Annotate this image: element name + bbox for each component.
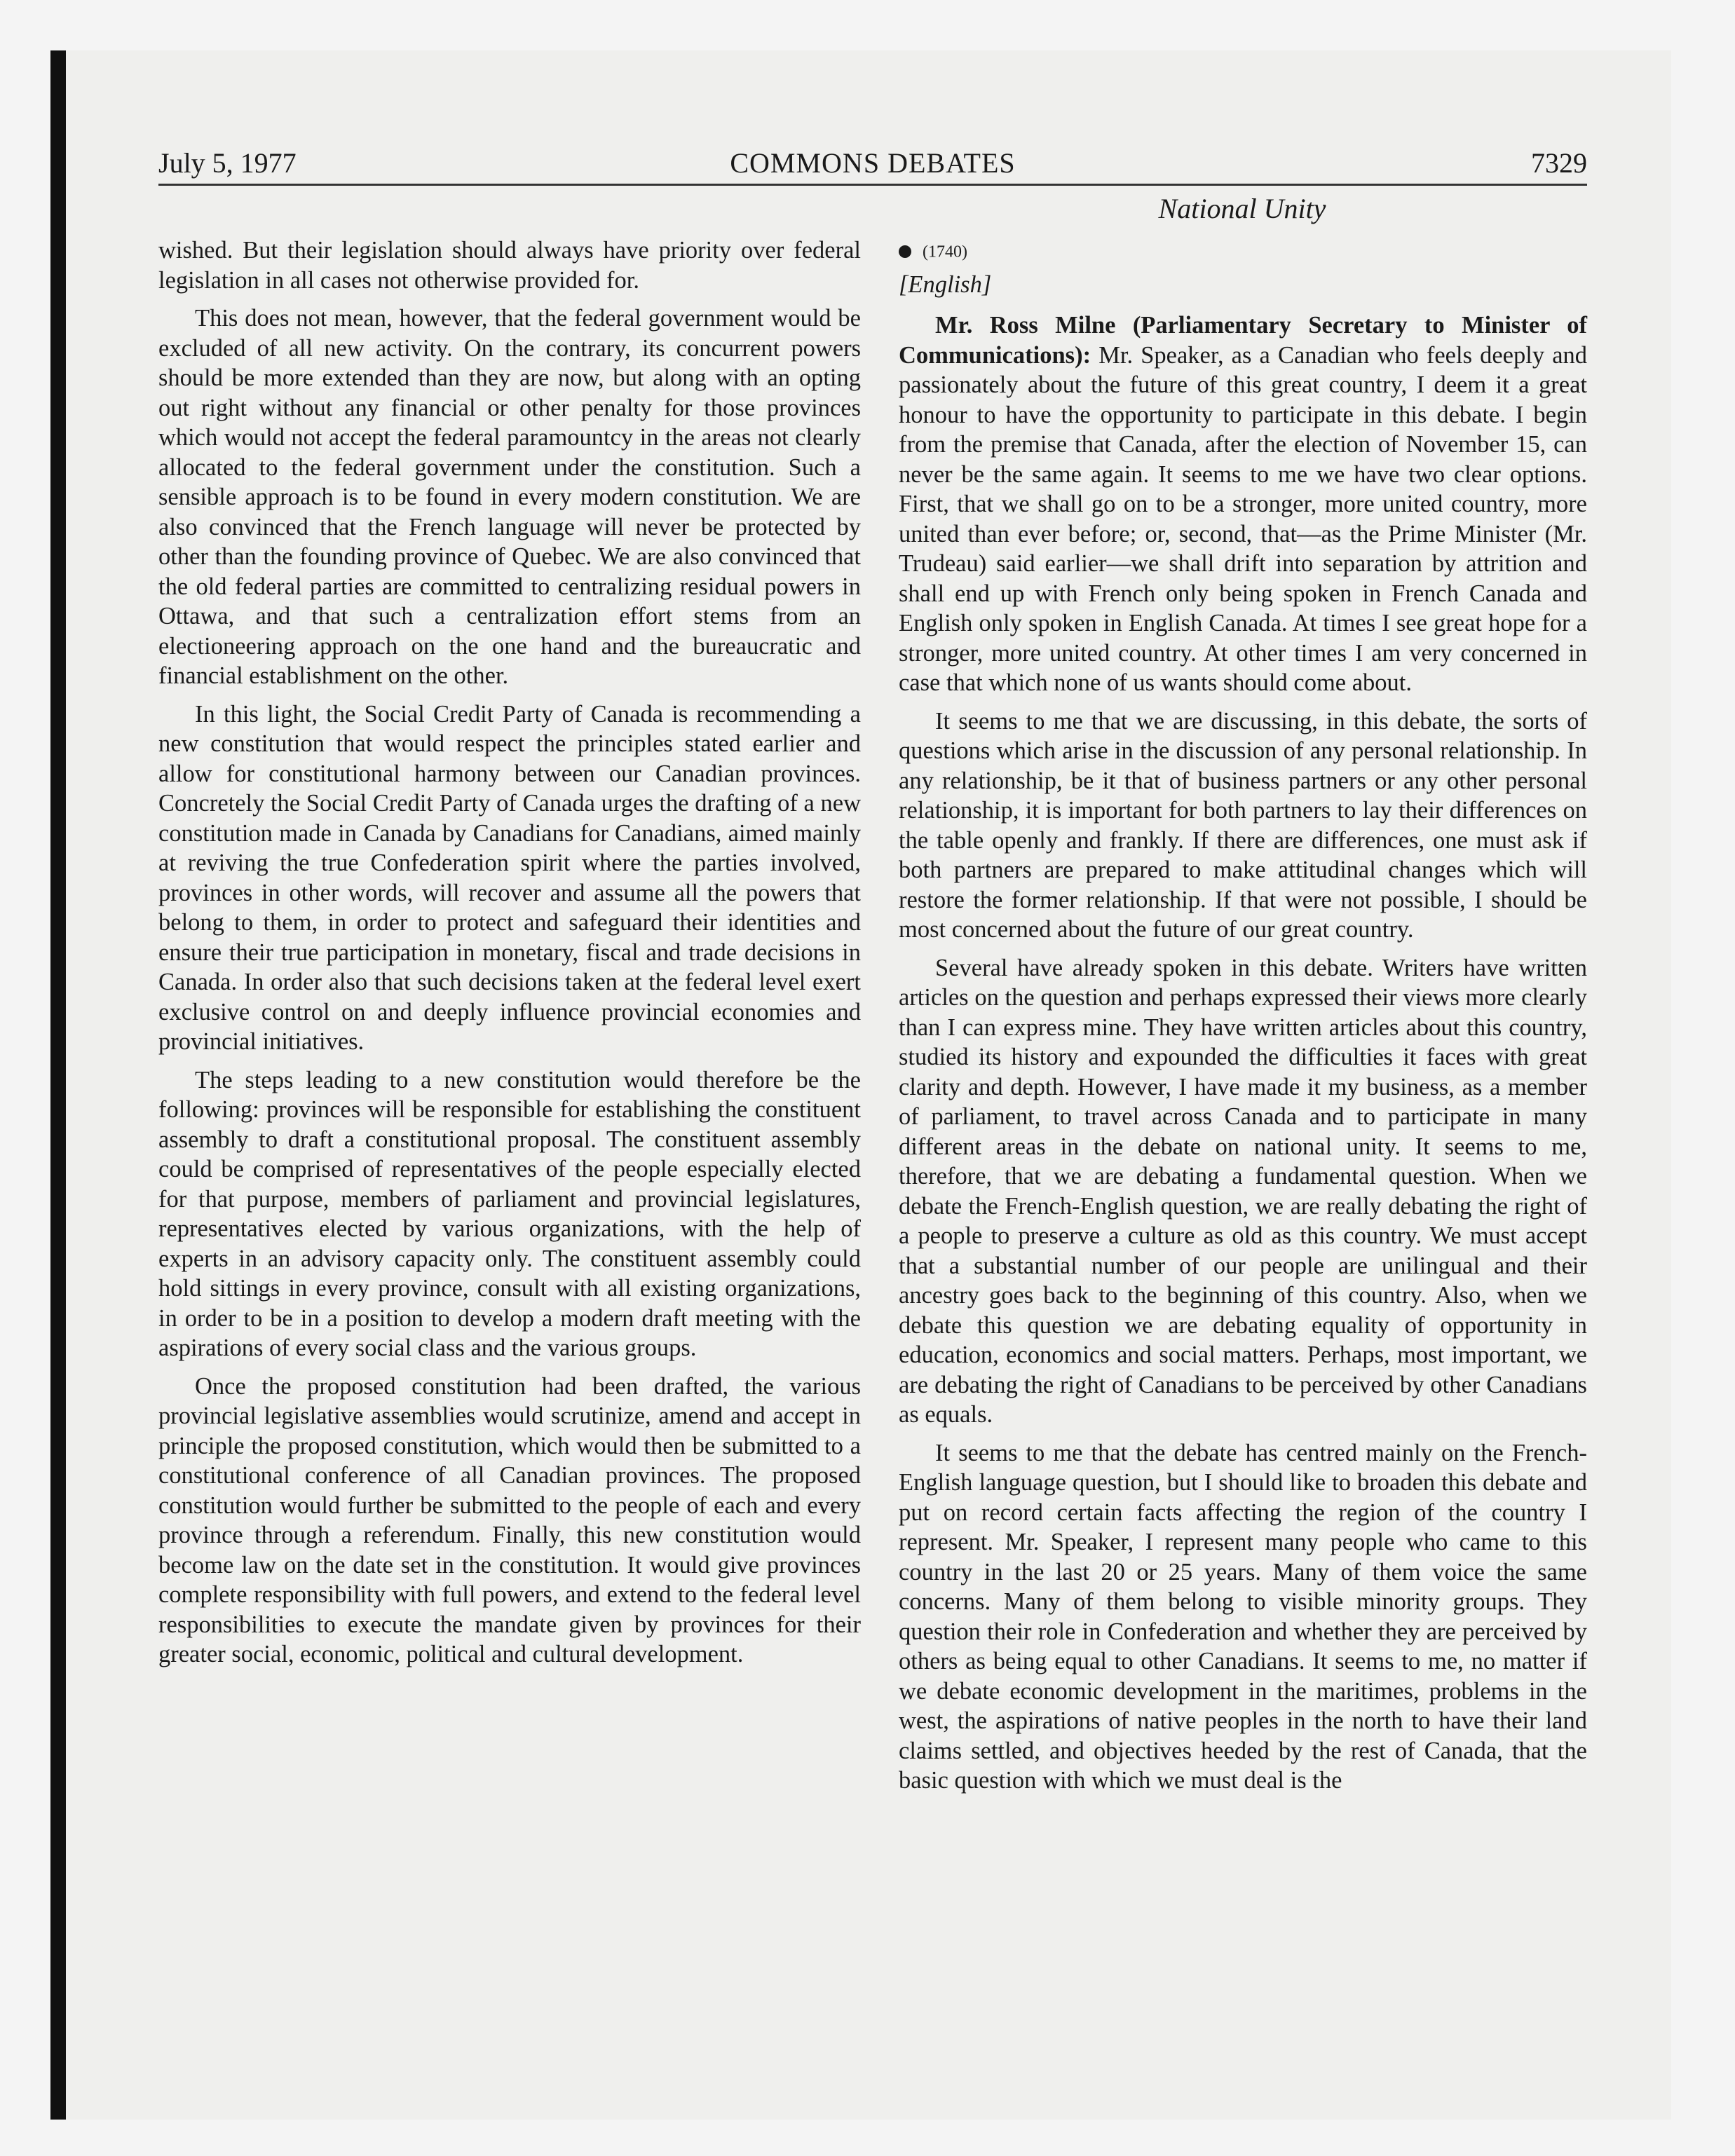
paragraph: It seems to me that we are discussing, in this debate, the sorts of questions which arise in the discussion of any personal relationship. In any relationship, be it that of business partners or any other personal relationship, it is important for both partners to lay their differences on the table openly and frankly. If there are differences, one must ask if both partners are prepared to make attitudinal changes which will restore the former relationship. If that were not possible, I should be most concerned about the future of our great country. — [899, 707, 1587, 943]
speech-opening-text: Mr. Speaker, as a Canadian who feels deeply and passionately about the future of this great country, I deem it a great honour to have the opportunity to participate in this debate. I begin from the premise that Canada, after the election of November 15, can never be the same again. It seems to me we have two clear options. First, that we shall go on to be a stronger, more united country, more united than ever before; or, second, that—as the Prime Minister (Mr. Trudeau) said earlier—we shall drift into separation by attrition and shall end up with French only being spoken in French Canada and English only spoken in English Canada. At times I see great hope for a stronger, more united country. At other times I am very concerned in case that which none of us wants should come about. — [899, 341, 1588, 697]
paragraph: This does not mean, however, that the federal government would be excluded of all new activity. On the contrary, its concurrent powers should be more extended than they are now, but along with an opting out right without any financial or other penalty for those provinces which would not accept the federal paramountcy in the areas not clearly allocated to the federal government under the constitution. Such a sensible approach is to be found in every modern constitution. We are also convinced that the French language will never be protected by other than the founding province of Quebec. We are also convinced that the old federal parties are committed to centralizing residual powers in Ottawa, and that such a centralization effort stems from an electioneering approach on the one hand and the bureaucratic and financial establishment on the other. — [158, 305, 861, 689]
bullet-icon — [899, 245, 911, 258]
right-column — [899, 236, 1587, 1804]
left-column — [158, 236, 861, 1678]
paragraph: It seems to me that the debate has centred mainly on the French-English language question, but I should like to broaden this debate and put on record certain facts affecting the region of the country I represent. Mr. Speaker, I represent many people who came to this country in the last 20 or 25 years. Many of them voice the same concerns. Many of them belong to visible minority groups. They question their role in Confederation and whether they are perceived by others as being equal to other Canadians. It seems to me, no matter if we debate economic development in the maritimes, problems in the west, the aspirations of native peoples in the north to have their land claims settled, and objectives heeded by the rest of Canada, that the basic question with which we must deal is the — [899, 1439, 1587, 1794]
scan-left-edge — [50, 50, 66, 2120]
speech-opening-paragraph — [899, 311, 1587, 698]
header-date: July 5, 1977 — [158, 147, 297, 179]
language-tag: [English] — [899, 271, 992, 299]
section-title: National Unity — [1158, 193, 1326, 224]
paragraph: wished. But their legislation should always have priority over federal legislation in all cases not otherwise provided for. — [158, 237, 861, 294]
running-header — [158, 140, 1587, 186]
time-marker-text: (1740) — [923, 243, 967, 261]
paragraph: Once the proposed constitution had been drafted, the various provincial legislative assemblies would scrutinize, amend and accept in principle the proposed constitution, which would then be submitted to a constitutional conference of all Canadian provinces. The proposed constitution would further be submitted to the people of each and every province through a referendum. Finally, this new constitution would become law on the date set in the constitution. It would give provinces complete responsibility with full powers, and extend to the federal level responsibilities to execute the mandate given by provinces for their greater social, economic, political and cultural development. — [158, 1372, 861, 1667]
paragraph: The steps leading to a new constitution would therefore be the following: provinces will be responsible for establishing the constituent assembly to draft a constitutional proposal. The constituent assembly could be comprised of representatives of the people especially elected for that purpose, members of parliament and provincial legislatures, representatives elected by various organizations, with the help of experts in an advisory capacity only. The constituent assembly could hold sittings in every province, consult with all existing organizations, in order to be in a position to develop a modern draft meeting with the aspirations of every social class and the various groups. — [158, 1066, 861, 1361]
paragraph: In this light, the Social Credit Party of Canada is recommending a new constitution that would respect the principles stated earlier and allow for constitutional harmony between our Canadian provinces. Concretely the Social Credit Party of Canada urges the drafting of a new constitution made in Canada by Canadians for Canadians, aimed mainly at reviving the true Confederation spirit where the parties involved, provinces in other words, will recover and assume all the powers that belong to them, in order to protect and safeguard their identities and ensure their true participation in monetary, fiscal and trade decisions in Canada. In order also that such decisions taken at the federal level exert exclusive control on and deeply influence provincial economies and provincial initiatives. — [158, 700, 861, 1055]
time-marker — [899, 236, 1587, 267]
speaker-name: Mr. Ross Milne (Parliamentary Secretary to Minister of Communications): — [899, 312, 1587, 369]
header-journal-title: COMMONS DEBATES — [730, 147, 1016, 179]
paragraph: Several have already spoken in this debate. Writers have written articles on the question and perhaps expressed their views more clearly than I can express mine. They have written articles about this country, studied its history and expounded the difficulties it faces with great clarity and depth. However, I have made it my business, as a member of parliament, to travel across Canada and to participate in many different areas in the debate on national unity. It seems to me, therefore, that we are debating a fundamental question. When we debate the French-English question, we are really debating the right of a people to preserve a culture as old as this country. We must accept that a substantial number of our people are unilingual and their ancestry goes back to the beginning of this country. Also, when we debate this question we are debating equality of opportunity in education, economics and social matters. Perhaps, most important, we are debating the right of Canadians to be perceived by other Canadians as equals. — [899, 954, 1587, 1428]
header-page-number: 7329 — [1531, 147, 1587, 179]
